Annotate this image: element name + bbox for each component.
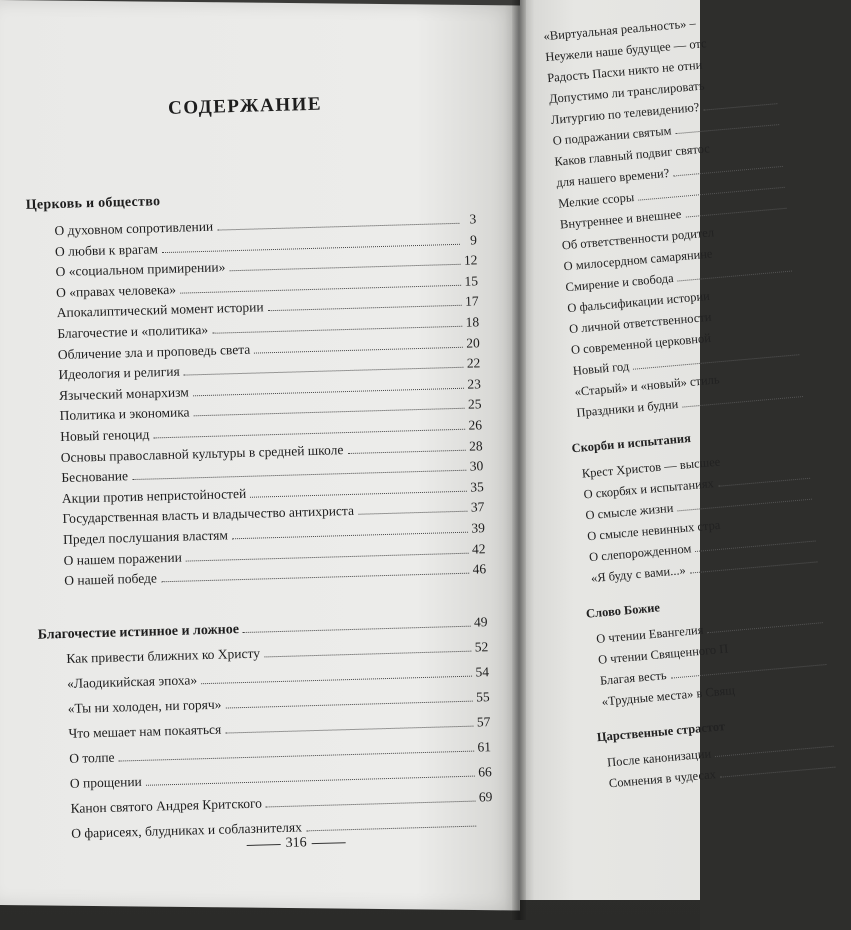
toc-leader-dots [678, 499, 812, 512]
toc-leader-dots [266, 801, 476, 808]
toc-page-number: 12 [463, 252, 478, 268]
toc-leader-dots [268, 305, 462, 311]
toc-page-number: 26 [468, 417, 483, 433]
toc-page-number: 69 [478, 789, 493, 805]
toc-entry-title: Акции против непристойностей [61, 485, 247, 506]
toc-page-number: 35 [470, 479, 484, 495]
toc-entry-title: О милосердном самарянине [563, 246, 713, 274]
toc-page-number: 46 [472, 561, 487, 577]
toc-leader-dots [638, 187, 784, 201]
toc-leader-dots [685, 208, 786, 218]
toc-leader-dots [194, 408, 465, 417]
toc-entry-title: О фальсификации истории [566, 288, 711, 316]
page-number-text: 316 [285, 835, 307, 851]
toc-entry-title: Праздники и будни [575, 396, 679, 420]
toc-entry-title: Благая весть [599, 668, 668, 688]
toc-entry-title: Политика и экономика [59, 404, 190, 424]
toc-entry-title: Допустимо ли транслировать [548, 78, 706, 107]
toc-entry-title: О «социальном примирении» [55, 259, 226, 280]
toc-leader-dots [715, 746, 833, 757]
toc-entry-title: для нашего времени? [555, 165, 670, 190]
toc-page-number: 49 [473, 614, 488, 630]
toc-entry-title: Мелкие ссоры [557, 190, 635, 211]
toc-leader-dots [162, 243, 460, 252]
toc-entry-title: О чтении Священного П [597, 641, 729, 667]
toc-entry-title: О смысле невинных стра [586, 517, 721, 544]
toc-entry-title: О нашем поражении [63, 549, 183, 568]
toc-leader-dots [673, 166, 782, 177]
left-page-contents [20, 0, 495, 900]
toc-entry-title: О современной церковной [570, 330, 712, 358]
toc-section-heading: Церковь и общество [25, 194, 161, 213]
toc-entry-title: Сомнения в чудесах [608, 767, 717, 791]
toc-entry-title: Неужели наше будущее — отс [544, 36, 708, 65]
toc-entry-title: О любви к врагам [54, 240, 159, 259]
toc-page-number: 52 [474, 639, 489, 655]
toc-leader-dots [225, 726, 473, 734]
toc-entry-title: Идеология и религия [58, 363, 180, 383]
toc-page-number: 23 [467, 376, 482, 392]
toc-page-number: 22 [466, 355, 481, 371]
toc-page-number: 30 [469, 458, 484, 474]
toc-entry-title: Скорби и испытания [570, 431, 692, 456]
toc-entry-title: «Лаодикийская эпоха» [66, 672, 198, 691]
toc-page-number: 3 [469, 211, 477, 227]
toc-page-number: 18 [465, 314, 480, 330]
toc-leader-dots [720, 767, 835, 778]
toc-entry-title: Обличение зла и проповедь света [57, 341, 251, 362]
toc-entry-title: Как привести ближних ко Христу [66, 645, 261, 666]
toc-section-heading [585, 600, 660, 621]
toc-leader-dots [193, 388, 464, 397]
toc-entry-title: О личной ответственности [568, 309, 712, 337]
toc-entry-title: О смысле жизни [584, 500, 674, 523]
toc-entry-title: Царственные страстот [596, 719, 726, 745]
toc-entry-title: О «правах человека» [55, 281, 177, 300]
toc-entry-title: «Я буду с вами...» [590, 562, 687, 586]
toc-page-number: 28 [468, 437, 483, 454]
folio-dash-right [312, 842, 346, 844]
toc-leader-dots [119, 751, 475, 762]
toc-leader-dots [708, 622, 823, 633]
toc-page-number: 66 [478, 764, 492, 780]
toc-entry-title: Предел послушания властям [62, 527, 229, 548]
toc-page-number: 54 [475, 664, 490, 680]
toc-leader-dots [243, 626, 471, 633]
toc-leader-dots [153, 429, 465, 439]
toc-entry-title: О толпе [68, 749, 115, 766]
page-title: СОДЕРЖАНИЕ [167, 93, 323, 119]
toc-leader-dots [254, 346, 463, 353]
toc-leader-dots [690, 561, 818, 573]
toc-entry-title: Крест Христов — высшее [581, 454, 721, 481]
toc-section-heading [596, 719, 725, 745]
toc-leader-dots [180, 285, 461, 294]
toc-page-number: 17 [464, 293, 479, 310]
book-gutter [512, 0, 526, 920]
toc-entry-title: Государственная власть и владычество антихриста [62, 503, 355, 527]
toc-leader-dots [201, 676, 472, 685]
toc-entry-title: Языческий монархизм [58, 384, 190, 403]
toc-leader-dots [212, 326, 462, 334]
toc-entry-title: Апокалиптический момент истории [56, 299, 264, 321]
toc-page-number: 39 [471, 520, 486, 536]
toc-leader-dots [678, 271, 792, 282]
right-page-contents [535, 11, 833, 927]
toc-entry-title: Беснование [61, 468, 129, 486]
toc-leader-dots [306, 826, 476, 832]
toc-entry-title: «Старый» и «новый» стиль [574, 372, 721, 399]
toc-entry-title: О нашей победе [64, 570, 158, 589]
toc-entry-title: «Трудные места» в Свящ [601, 683, 736, 709]
toc-entry-title: Смирение и свобода [564, 270, 675, 295]
toc-leader-dots [703, 103, 777, 110]
toc-leader-dots [676, 124, 780, 134]
toc-leader-dots [718, 478, 810, 487]
toc-leader-dots [682, 396, 803, 408]
toc-leader-dots [358, 511, 467, 515]
toc-entry-title: О духовном сопротивлении [54, 218, 214, 239]
toc-entry-title: О слепорожденном [588, 541, 692, 565]
toc-leader-dots [146, 776, 475, 786]
toc-leader-dots [232, 532, 468, 540]
toc-page-number: 42 [471, 540, 486, 557]
toc-entry-title: О фарисеях, блудниках и соблазнителях [71, 819, 303, 841]
toc-entry-title: Радость Пасхи никто не отни [546, 57, 703, 86]
toc-page-number: 25 [467, 396, 482, 413]
toc-entry-title: Канон святого Андрея Критского [70, 795, 263, 816]
toc-entry-title: О прощении [69, 773, 142, 791]
toc-page-number: 61 [477, 739, 492, 755]
right-page [520, 0, 736, 900]
toc-leader-dots [186, 552, 469, 561]
toc-entry-title: Благочестие и «политика» [57, 321, 209, 342]
toc-leader-dots [161, 573, 469, 583]
toc-page-number: 37 [470, 499, 485, 515]
toc-entry-title: Слово Божие [585, 600, 661, 621]
toc-entry-title: О скорбях и испытаниях [583, 476, 715, 502]
toc-page-number: 55 [475, 689, 490, 705]
toc-leader-dots [250, 491, 467, 498]
toc-leader-dots [132, 470, 466, 480]
toc-section-heading [571, 431, 691, 456]
toc-leader-dots [264, 651, 471, 658]
toc-page-number: 15 [464, 273, 479, 289]
toc-entry-title: Каков главный подвиг святос [553, 141, 711, 169]
toc-leader-dots [217, 223, 459, 231]
toc-entry-title: О подражании святым [552, 123, 672, 148]
toc-entry-title: «Ты ни холоден, ни горяч» [67, 696, 222, 716]
toc-entry-title: После канонизации [606, 746, 712, 770]
toc-entry-title: Новый геноцид [59, 426, 150, 445]
toc-section-heading: Благочестие истинное и ложное [37, 622, 240, 643]
toc-page-number: 57 [476, 714, 491, 730]
toc-entry-title: Основы православной культуры в средней школе [60, 441, 344, 465]
toc-page-number: 20 [466, 334, 480, 351]
toc-entry-title: «Виртуальная реальность» – [542, 16, 697, 44]
toc-entry-title: Внутреннее и внешнее [559, 206, 682, 232]
toc-leader-dots [229, 264, 460, 271]
toc-leader-dots [347, 449, 465, 453]
folio-dash-left [247, 844, 281, 846]
toc-leader-dots [184, 367, 464, 376]
toc-entry-title: Об ответственности родител [561, 225, 715, 253]
toc-page-number: 9 [469, 231, 478, 248]
toc-leader-dots [225, 701, 472, 709]
toc-entry-title: Новый год [572, 359, 630, 378]
toc-entry-title: Литургию по телевидению? [550, 100, 700, 127]
toc-entry-title: О чтении Евангелия [595, 622, 704, 646]
toc-entry-title: Что мешает нам покаяться [68, 721, 222, 741]
toc-leader-dots [695, 540, 815, 552]
